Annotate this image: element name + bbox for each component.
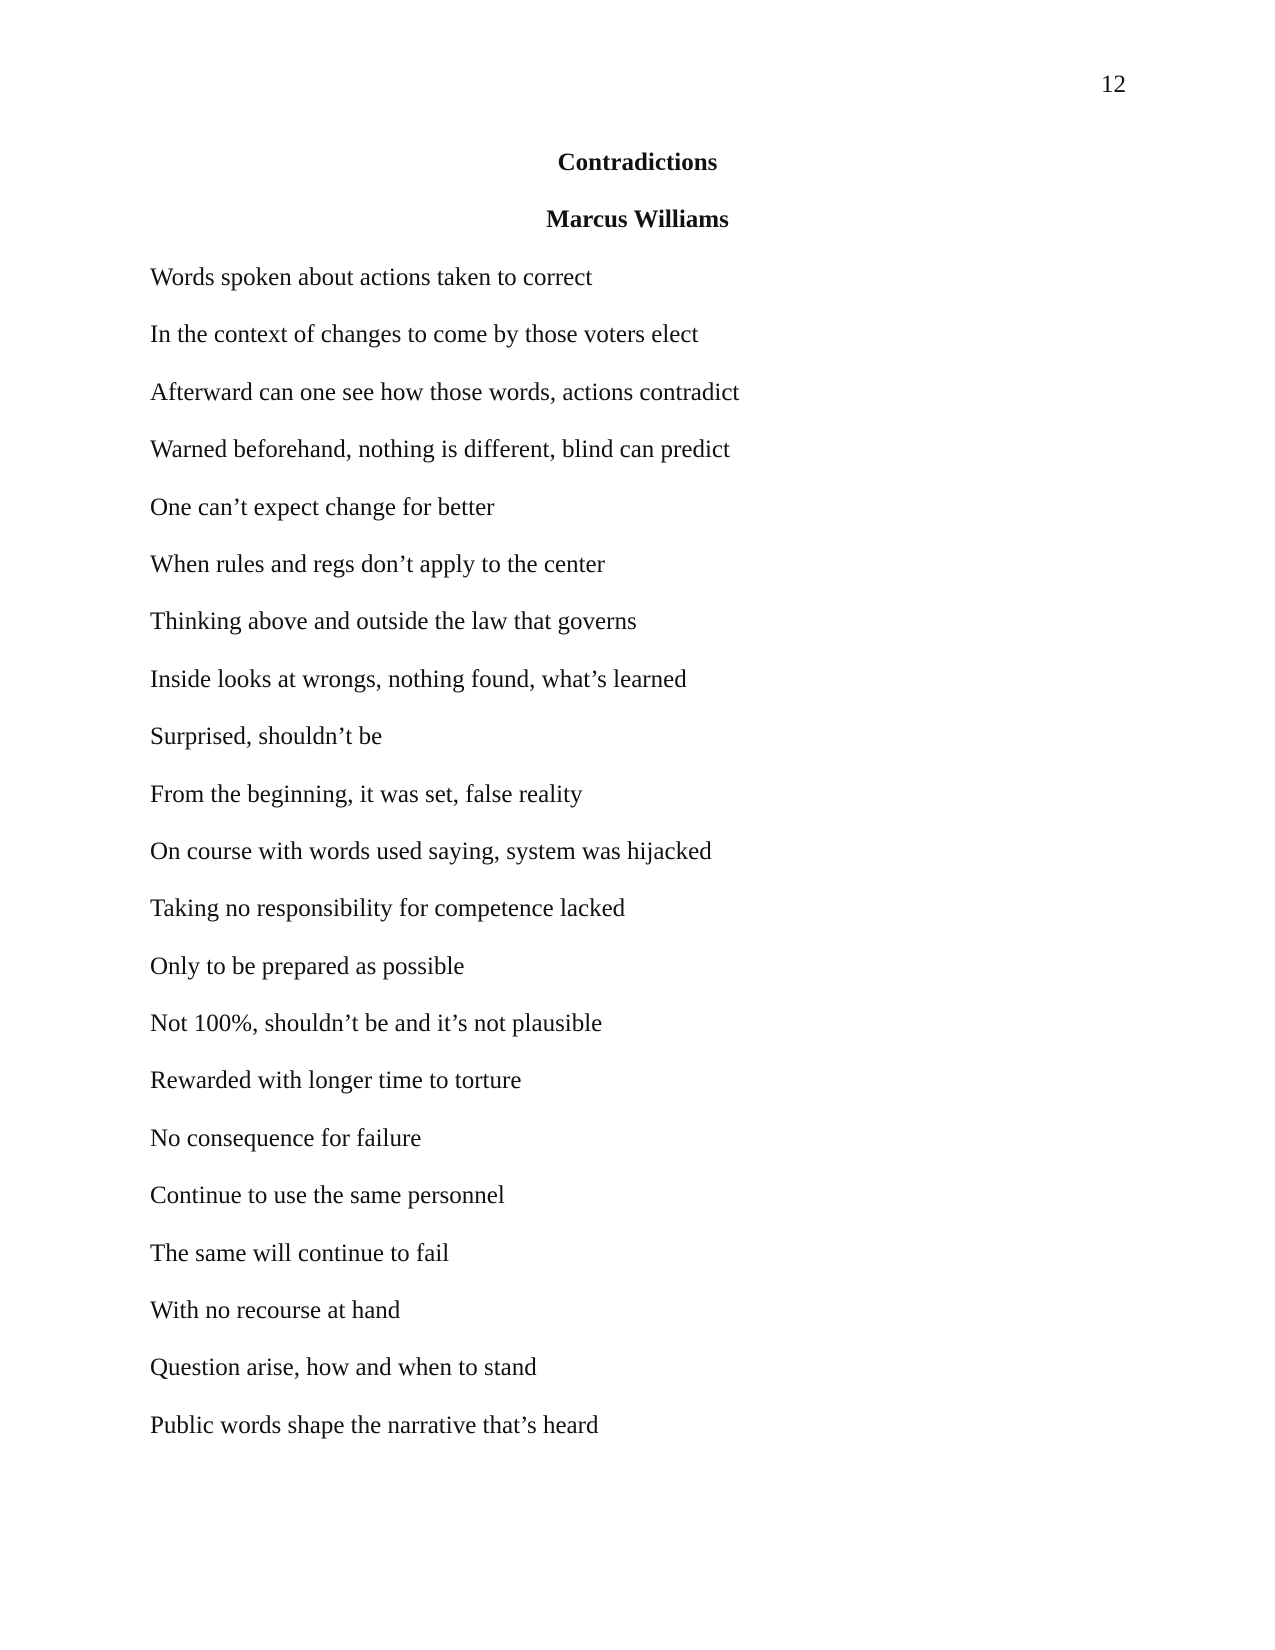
poem-line: Inside looks at wrongs, nothing found, what’s learned — [150, 665, 687, 693]
poem-line: In the context of changes to come by those voters elect — [150, 321, 699, 349]
poem-line: Rewarded with longer time to torture — [150, 1067, 522, 1095]
poem-author — [0, 207, 1275, 232]
poem-author-text: Marcus Williams — [546, 206, 729, 233]
poem-line: Public words shape the narrative that’s heard — [150, 1411, 599, 1439]
poem-title — [0, 150, 1275, 175]
poem-line: Words spoken about actions taken to correct — [150, 264, 593, 291]
poem-line: Question arise, how and when to stand — [150, 1354, 537, 1382]
poem-line: Surprised, shouldn’t be — [150, 723, 383, 751]
poem-line: The same will continue to fail — [150, 1239, 450, 1267]
poem-line: From the beginning, it was set, false reality — [150, 780, 583, 808]
poem-line: When rules and regs don’t apply to the center — [150, 550, 605, 578]
poem-line: With no recourse at hand — [150, 1297, 401, 1325]
poem-line: No consequence for failure — [150, 1124, 422, 1152]
poem-line: Afterward can one see how those words, actions contradict — [150, 378, 740, 406]
poem-line: Thinking above and outside the law that governs — [150, 608, 637, 636]
poem-line: Only to be prepared as possible — [150, 952, 465, 980]
poem-body — [150, 265, 739, 1470]
page-number: 12 — [1101, 71, 1126, 98]
poem-line: On course with words used saying, system was hijacked — [150, 837, 712, 865]
poem-line: Taking no responsibility for competence lacked — [150, 895, 626, 923]
poem-line: Not 100%, shouldn’t be and it’s not plausible — [150, 1010, 603, 1038]
poem-line: One can’t expect change for better — [150, 493, 495, 521]
poem-title-text: Contradictions — [557, 149, 718, 176]
poem-line: Continue to use the same personnel — [150, 1182, 505, 1210]
poem-line: Warned beforehand, nothing is different, blind can predict — [150, 436, 730, 464]
